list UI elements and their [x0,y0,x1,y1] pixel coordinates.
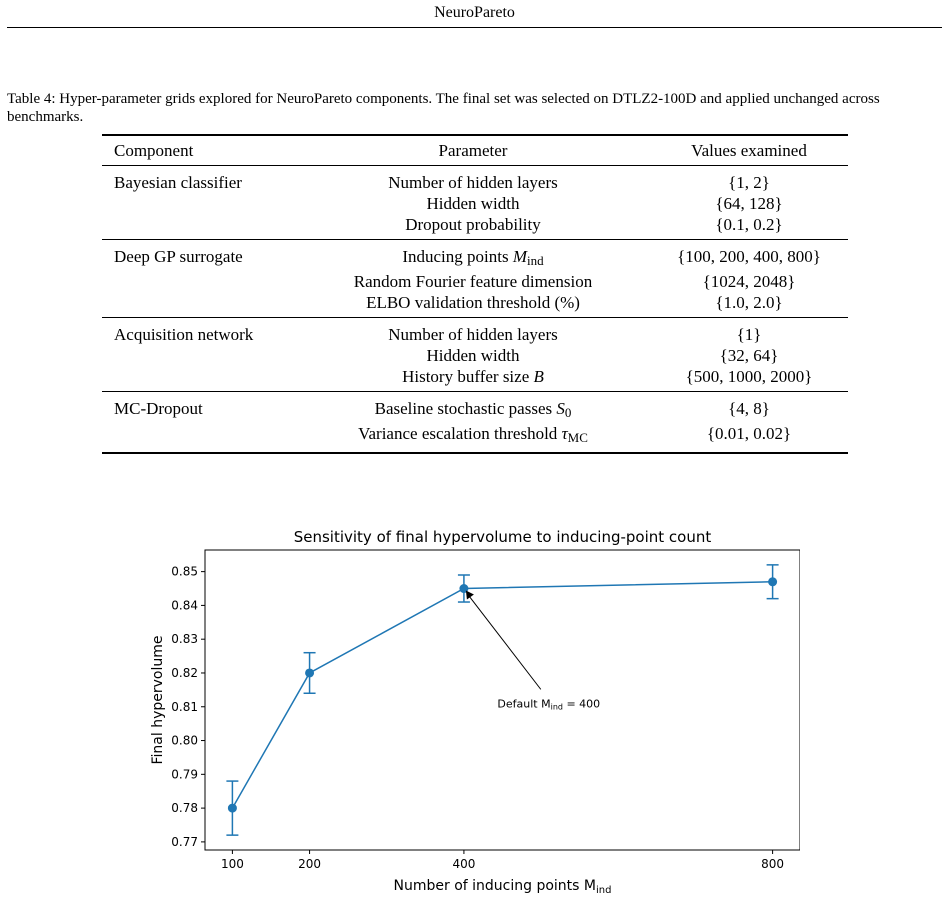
cell-parameter: Random Fourier feature dimension [353,272,593,291]
math-symbol: $\tau_{MC}$ [561,424,588,445]
cell-values: {1, 2} [728,173,770,192]
header-component: Component [102,135,296,166]
cell-parameter: Number of hidden layers [388,173,558,192]
cell-component: MC-Dropout [114,399,203,418]
table-row [102,240,848,272]
table-group [102,166,848,240]
table-row [102,193,848,214]
y-tick-label: 0.83 [171,632,198,647]
cell-values: {0.01, 0.02} [706,424,792,443]
series-line [232,582,772,808]
math-symbol: $S_0$ [556,399,572,420]
cell-parameter: Number of hidden layers [388,325,558,344]
table-row [102,366,848,392]
y-tick-label: 0.80 [171,733,198,748]
table-row [102,214,848,240]
cell-component [102,423,296,453]
cell-parameter: ELBO validation threshold (%) [366,293,580,312]
y-tick-label: 0.77 [171,834,198,849]
math-subscript: 0 [564,405,572,420]
cell-parameter: Hidden width [426,346,520,365]
table-row [102,392,848,424]
cell-component: Bayesian classifier [114,173,242,192]
table-caption: Table 4: Hyper-parameter grids explored for NeuroPareto components. The final set was selected on DTLZ2-100D and applied unchanged across benchmarks. [7,91,880,125]
annotation-subscript: ind [550,702,563,712]
x-axis-label-subscript: ind [596,885,612,895]
cell-values: {4, 8} [728,399,770,418]
running-head: NeuroPareto [434,4,515,21]
cell-component [102,345,296,366]
table-row [102,345,848,366]
y-tick-label: 0.78 [171,801,198,816]
cell-component: Deep GP surrogate [114,247,243,266]
table-header-row [102,135,848,166]
y-tick-label: 0.79 [171,767,198,782]
cell-component [102,271,296,292]
annotation-arrow [468,595,541,690]
table-group [102,392,848,454]
cell-values: {500, 1000, 2000} [685,367,813,386]
y-tick-label: 0.82 [171,665,198,680]
data-point [305,668,314,677]
cell-component [102,193,296,214]
x-tick-label: 200 [298,857,322,871]
cell-values: {100, 200, 400, 800} [677,247,821,266]
math-symbol: $M_{ind}$ [512,247,544,268]
cell-parameter: History buffer size B [402,367,544,386]
hyperparameter-table [102,134,848,454]
y-tick-label: 0.85 [171,564,198,579]
header-parameter: Parameter [296,135,650,166]
table-row [102,271,848,292]
cell-component [102,214,296,240]
data-point [228,804,237,813]
cell-parameter: Dropout probability [405,215,541,234]
math-symbol: B [533,367,544,386]
cell-values: {64, 128} [715,194,783,213]
cell-values: {32, 64} [719,346,779,365]
cell-values: {1} [736,325,762,344]
annotation-arrowhead [466,591,474,600]
cell-values: {1.0, 2.0} [715,293,783,312]
cell-component [102,292,296,318]
x-tick-label: 400 [452,857,476,871]
x-tick-label: 100 [220,857,244,871]
table-row [102,423,848,453]
header-values: Values examined [650,135,848,166]
table-group [102,318,848,392]
x-tick-label: 800 [761,857,785,871]
annotation-text: Default Mind = 400 [497,697,601,712]
math-subscript: ind [527,253,544,268]
table-group [102,240,848,318]
cell-parameter: Variance escalation threshold $\tau_{MC}$ [358,424,588,445]
table-row [102,166,848,194]
sensitivity-chart [140,520,800,895]
cell-component [102,366,296,392]
cell-parameter: Inducing points $M_{ind}$ [402,247,544,268]
cell-parameter: Baseline stochastic passes $S_0$ [374,399,572,420]
x-axis-label: Number of inducing points $M_{ind}$ [393,878,612,895]
table-row [102,292,848,318]
math-subscript: MC [567,430,588,445]
cell-values: {0.1, 0.2} [715,215,783,234]
cell-values: {1024, 2048} [702,272,796,291]
annotation-suffix: = 400 [562,697,601,711]
cell-parameter: Hidden width [426,194,520,213]
chart-title: Sensitivity of final hypervolume to inducing-point count [293,528,712,546]
table-row [102,318,848,346]
y-tick-label: 0.81 [171,699,198,714]
data-point [768,577,777,586]
cell-component: Acquisition network [114,325,254,344]
y-tick-label: 0.84 [171,598,198,613]
y-axis-label: Final hypervolume [150,635,166,765]
header-rule [7,27,942,28]
